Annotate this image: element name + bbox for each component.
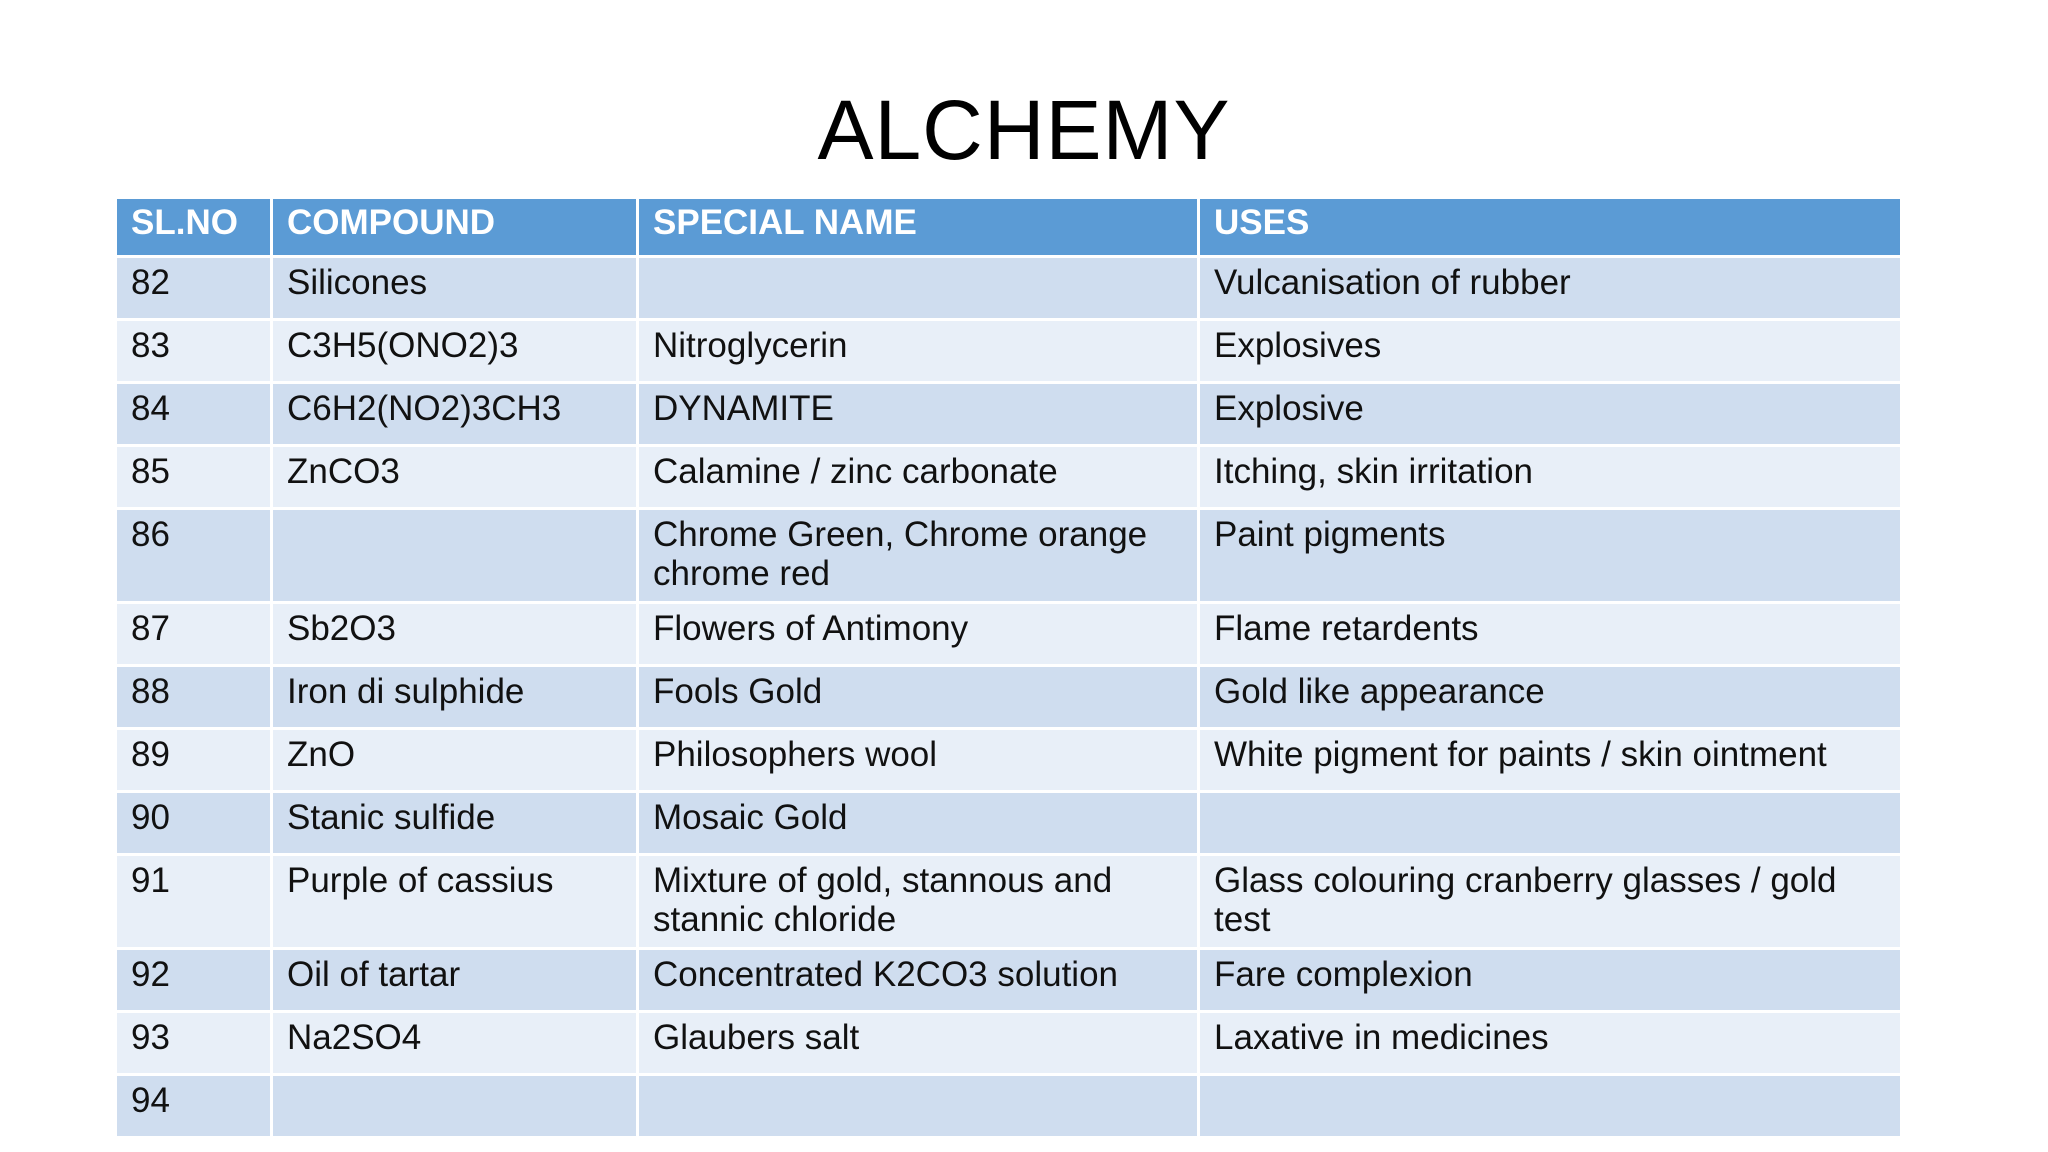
cell-compound: ZnO	[272, 729, 638, 792]
table-row	[116, 1012, 1902, 1075]
cell-compound: Oil of tartar	[272, 949, 638, 1012]
cell-compound: C3H5(ONO2)3	[272, 320, 638, 383]
table-row	[116, 509, 1902, 603]
cell-uses: Gold like appearance	[1199, 666, 1902, 729]
table-row	[116, 446, 1902, 509]
cell-special-name: Glaubers salt	[638, 1012, 1199, 1075]
table-row	[116, 1075, 1902, 1138]
cell-compound: Purple of cassius	[272, 855, 638, 949]
cell-sl-no: 93	[116, 1012, 272, 1075]
cell-sl-no: 83	[116, 320, 272, 383]
cell-special-name: Nitroglycerin	[638, 320, 1199, 383]
cell-special-name: Flowers of Antimony	[638, 603, 1199, 666]
cell-sl-no: 82	[116, 257, 272, 320]
cell-uses	[1199, 792, 1902, 855]
cell-special-name: Chrome Green, Chrome orange chrome red	[638, 509, 1199, 603]
slide-title: ALCHEMY	[817, 83, 1231, 177]
cell-special-name: Philosophers wool	[638, 729, 1199, 792]
cell-uses: Fare complexion	[1199, 949, 1902, 1012]
cell-compound: C6H2(NO2)3CH3	[272, 383, 638, 446]
table-header-row	[116, 198, 1902, 257]
cell-special-name: Mosaic Gold	[638, 792, 1199, 855]
header-sl-no: SL.NO	[116, 198, 272, 257]
cell-special-name: Calamine / zinc carbonate	[638, 446, 1199, 509]
cell-special-name: DYNAMITE	[638, 383, 1199, 446]
table-row	[116, 949, 1902, 1012]
cell-sl-no: 85	[116, 446, 272, 509]
cell-uses: Itching, skin irritation	[1199, 446, 1902, 509]
table-row	[116, 320, 1902, 383]
table-row	[116, 855, 1902, 949]
cell-special-name	[638, 257, 1199, 320]
cell-compound	[272, 1075, 638, 1138]
header-compound: COMPOUND	[272, 198, 638, 257]
table-row	[116, 792, 1902, 855]
cell-sl-no: 94	[116, 1075, 272, 1138]
header-uses: USES	[1199, 198, 1902, 257]
cell-special-name: Concentrated K2CO3 solution	[638, 949, 1199, 1012]
cell-sl-no: 91	[116, 855, 272, 949]
cell-sl-no: 89	[116, 729, 272, 792]
table-row	[116, 603, 1902, 666]
cell-compound: Sb2O3	[272, 603, 638, 666]
cell-compound: Silicones	[272, 257, 638, 320]
table-row	[116, 383, 1902, 446]
cell-uses: Laxative in medicines	[1199, 1012, 1902, 1075]
cell-compound: Stanic sulfide	[272, 792, 638, 855]
cell-uses: Vulcanisation of rubber	[1199, 257, 1902, 320]
table-row	[116, 729, 1902, 792]
cell-special-name: Mixture of gold, stannous and stannic chloride	[638, 855, 1199, 949]
cell-sl-no: 84	[116, 383, 272, 446]
cell-uses: Glass colouring cranberry glasses / gold test	[1199, 855, 1902, 949]
cell-uses	[1199, 1075, 1902, 1138]
cell-uses: Explosive	[1199, 383, 1902, 446]
header-special-name: SPECIAL NAME	[638, 198, 1199, 257]
cell-uses: Flame retardents	[1199, 603, 1902, 666]
cell-sl-no: 88	[116, 666, 272, 729]
cell-special-name: Fools Gold	[638, 666, 1199, 729]
cell-uses: White pigment for paints / skin ointment	[1199, 729, 1902, 792]
cell-sl-no: 90	[116, 792, 272, 855]
cell-sl-no: 87	[116, 603, 272, 666]
cell-compound: Iron di sulphide	[272, 666, 638, 729]
cell-compound: ZnCO3	[272, 446, 638, 509]
cell-uses: Explosives	[1199, 320, 1902, 383]
cell-sl-no: 86	[116, 509, 272, 603]
cell-sl-no: 92	[116, 949, 272, 1012]
cell-special-name	[638, 1075, 1199, 1138]
cell-compound: Na2SO4	[272, 1012, 638, 1075]
alchemy-table	[114, 196, 1903, 1139]
cell-compound	[272, 509, 638, 603]
cell-uses: Paint pigments	[1199, 509, 1902, 603]
table-row	[116, 257, 1902, 320]
table-row	[116, 666, 1902, 729]
